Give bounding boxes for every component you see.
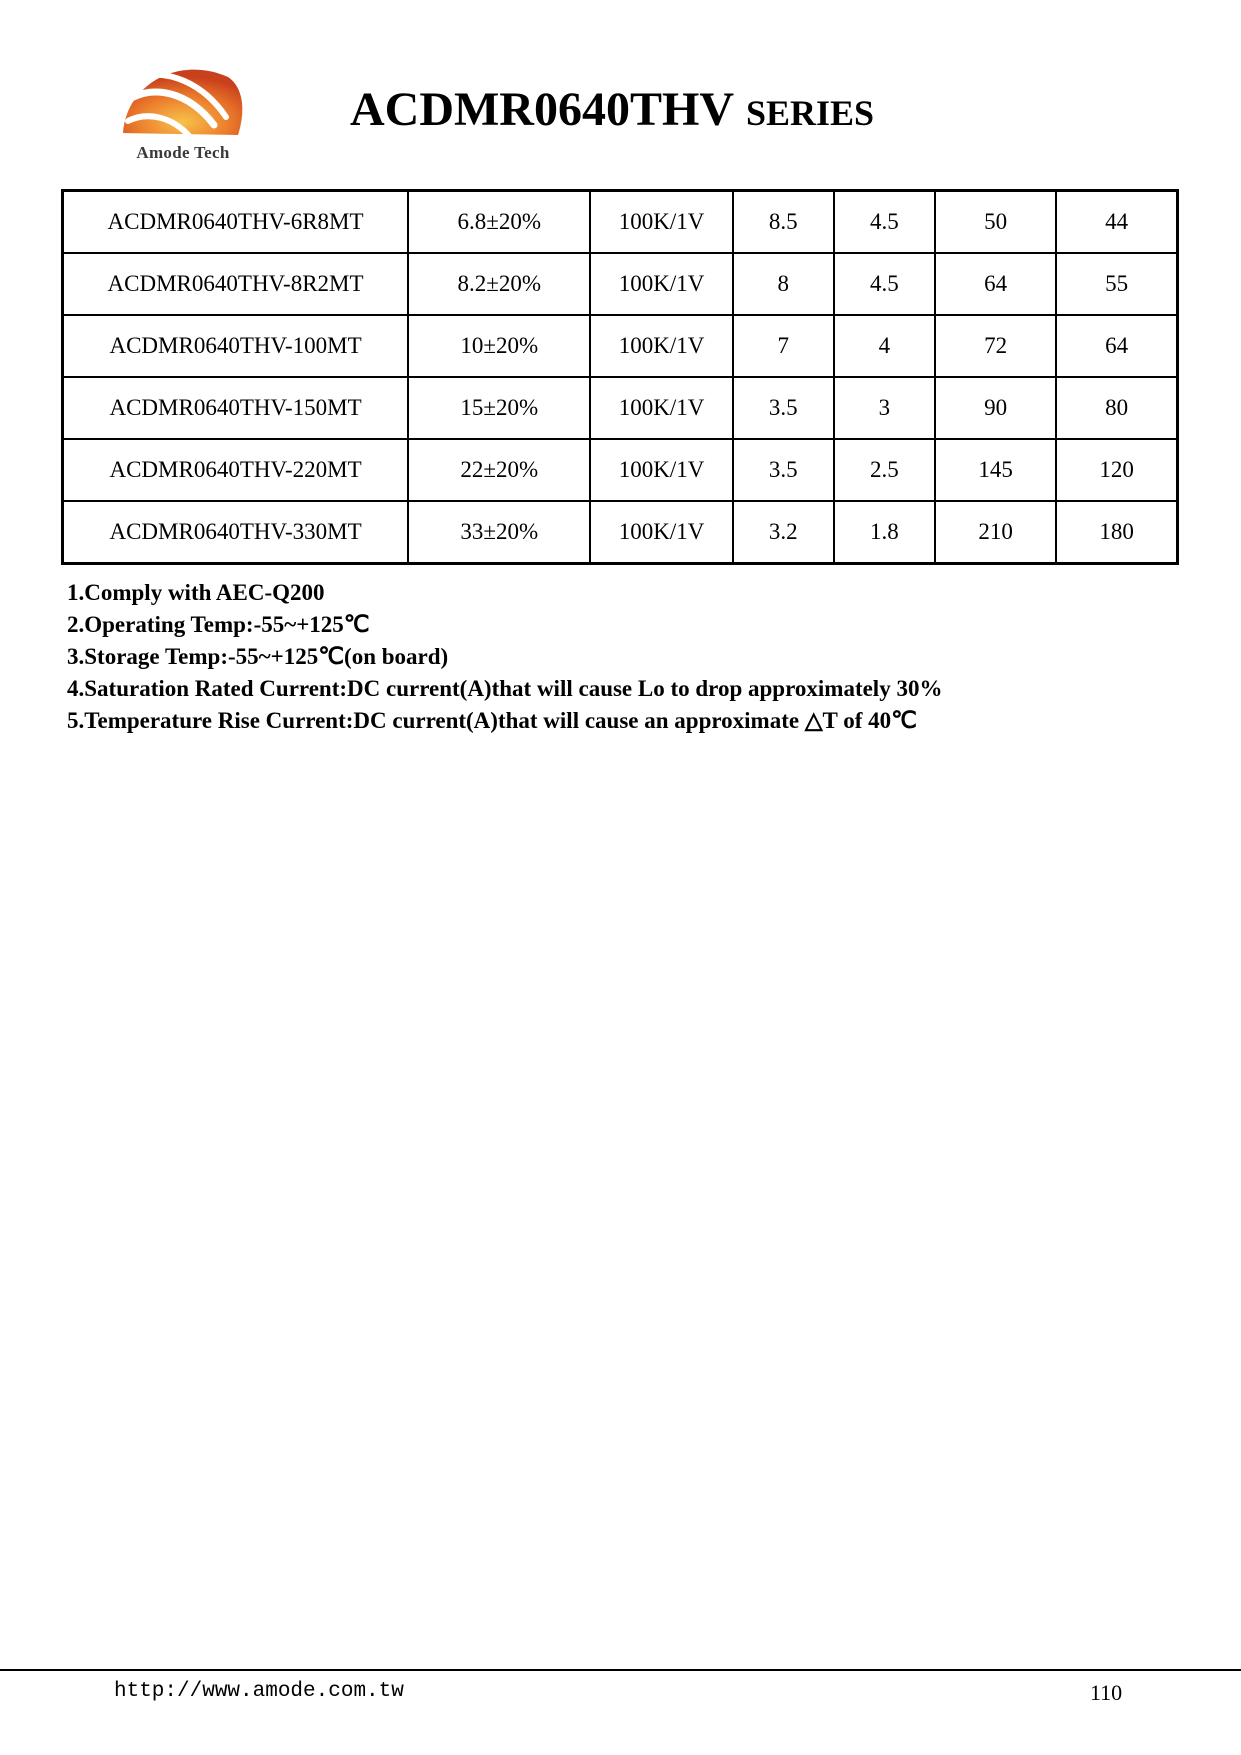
part-number-cell: ACDMR0640THV-150MT xyxy=(63,377,409,439)
dcr-max-cell: 210 xyxy=(935,501,1056,564)
temp-rise-current-cell: 2.5 xyxy=(834,439,935,501)
table-row xyxy=(63,377,1178,439)
saturation-current-cell: 3.5 xyxy=(733,377,834,439)
saturation-current-cell: 8 xyxy=(733,253,834,315)
inductance-cell: 8.2±20% xyxy=(408,253,590,315)
dcr-typ-cell: 64 xyxy=(1056,315,1177,377)
dcr-max-cell: 50 xyxy=(935,191,1056,254)
series-name: ACDMR0640THV xyxy=(350,83,734,136)
spec-table xyxy=(61,189,1179,565)
dcr-max-cell: 72 xyxy=(935,315,1056,377)
temp-rise-current-cell: 3 xyxy=(834,377,935,439)
test-freq-cell: 100K/1V xyxy=(590,253,732,315)
series-label: SERIES xyxy=(745,93,875,133)
inductance-cell: 6.8±20% xyxy=(408,191,590,254)
note-item: 1.Comply with AEC-Q200 xyxy=(67,580,325,605)
page-title xyxy=(350,82,874,137)
saturation-current-cell: 7 xyxy=(733,315,834,377)
temp-rise-current-cell: 4 xyxy=(834,315,935,377)
dcr-typ-cell: 120 xyxy=(1056,439,1177,501)
saturation-current-cell: 8.5 xyxy=(733,191,834,254)
table-row xyxy=(63,253,1178,315)
footer-divider xyxy=(0,1669,1241,1671)
logo-text: Amode Tech xyxy=(136,143,230,162)
dcr-typ-cell: 44 xyxy=(1056,191,1177,254)
temp-rise-current-cell: 4.5 xyxy=(834,253,935,315)
table-row xyxy=(63,191,1178,254)
test-freq-cell: 100K/1V xyxy=(590,191,732,254)
dcr-max-cell: 64 xyxy=(935,253,1056,315)
company-logo xyxy=(118,55,258,165)
sun-rays-icon xyxy=(118,55,248,145)
part-number-cell: ACDMR0640THV-220MT xyxy=(63,439,409,501)
part-number-cell: ACDMR0640THV-6R8MT xyxy=(63,191,409,254)
footer-url: http://www.amode.com.tw xyxy=(114,1680,404,1703)
test-freq-cell: 100K/1V xyxy=(590,501,732,564)
part-number-cell: ACDMR0640THV-330MT xyxy=(63,501,409,564)
saturation-current-cell: 3.2 xyxy=(733,501,834,564)
table-row xyxy=(63,501,1178,564)
inductance-cell: 33±20% xyxy=(408,501,590,564)
dcr-typ-cell: 80 xyxy=(1056,377,1177,439)
note-item: 5.Temperature Rise Current:DC current(A)that will cause an approximate △T of 40℃ xyxy=(67,708,917,733)
note-item: 3.Storage Temp:-55~+125℃(on board) xyxy=(67,644,449,669)
part-number-cell: ACDMR0640THV-100MT xyxy=(63,315,409,377)
notes-list xyxy=(67,577,942,737)
table-row xyxy=(63,439,1178,501)
dcr-typ-cell: 180 xyxy=(1056,501,1177,564)
note-item: 4.Saturation Rated Current:DC current(A)that will cause Lo to drop approximately 30% xyxy=(67,676,943,701)
test-freq-cell: 100K/1V xyxy=(590,439,732,501)
inductance-cell: 15±20% xyxy=(408,377,590,439)
inductance-cell: 22±20% xyxy=(408,439,590,501)
page-number: 110 xyxy=(1090,1680,1123,1705)
test-freq-cell: 100K/1V xyxy=(590,315,732,377)
dcr-typ-cell: 55 xyxy=(1056,253,1177,315)
inductance-cell: 10±20% xyxy=(408,315,590,377)
temp-rise-current-cell: 1.8 xyxy=(834,501,935,564)
dcr-max-cell: 90 xyxy=(935,377,1056,439)
note-item: 2.Operating Temp:-55~+125℃ xyxy=(67,612,370,637)
temp-rise-current-cell: 4.5 xyxy=(834,191,935,254)
saturation-current-cell: 3.5 xyxy=(733,439,834,501)
part-number-cell: ACDMR0640THV-8R2MT xyxy=(63,253,409,315)
table-row xyxy=(63,315,1178,377)
test-freq-cell: 100K/1V xyxy=(590,377,732,439)
dcr-max-cell: 145 xyxy=(935,439,1056,501)
